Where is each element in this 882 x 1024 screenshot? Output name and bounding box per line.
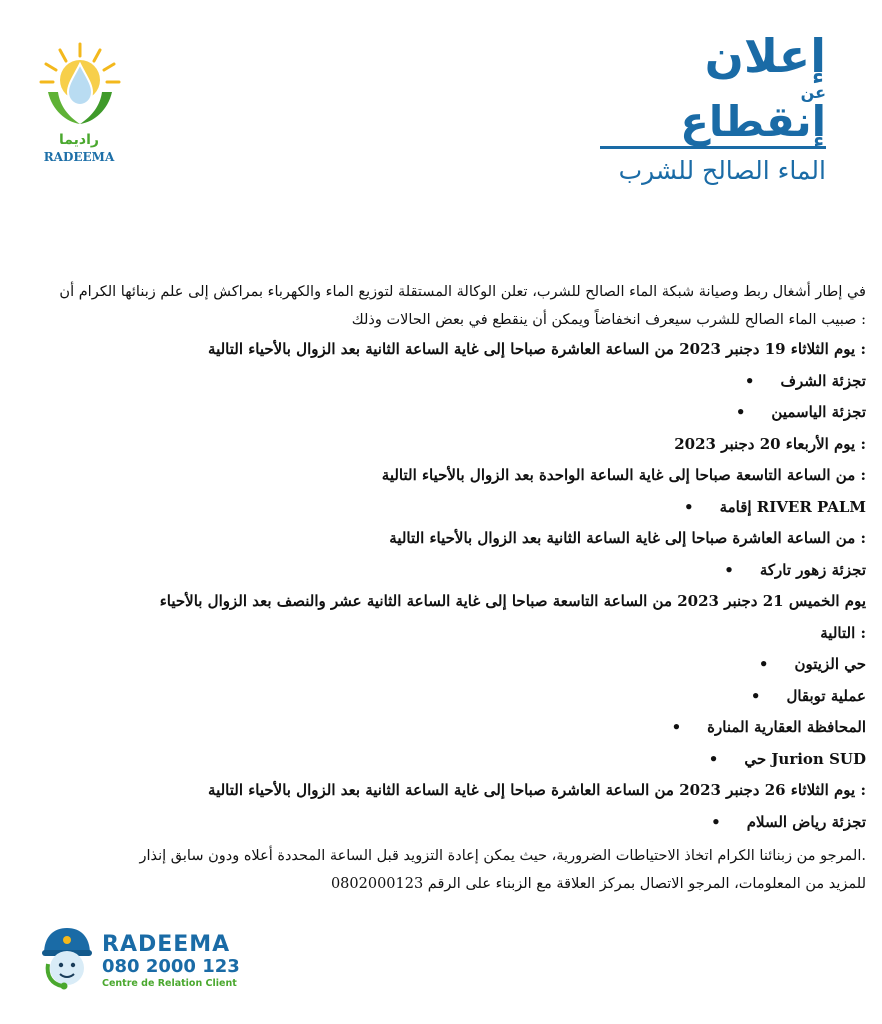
list-item: Jurion SUD حي• [708, 749, 866, 768]
list-item-text: المحافظة العقارية المنارة [707, 718, 866, 736]
schedule-day3-line2: : التالية [820, 623, 866, 642]
schedule-day1: : يوم الثلاثاء 19 دجنبر 2023 من الساعة العاشرة صباحا إلى غاية الساعة الثانية بعد الزوال بالأحياء التالية [208, 340, 866, 358]
footer-logo-subtitle: Centre de Relation Client [102, 978, 237, 989]
call-agent-mascot-icon [36, 924, 98, 994]
list-item-text: تجزئة زهور تاركة [759, 560, 866, 579]
header-title-line3: إنقطاع [680, 97, 826, 146]
water-drop-sun-icon [38, 40, 122, 132]
schedule-day2-slot2: : من الساعة العاشرة صباحا إلى غاية الساعة الثانية بعد الزوال بالأحياء التالية [389, 529, 866, 547]
list-item-text: Jurion SUD حي [744, 749, 866, 768]
list-item: المحافظة العقارية المنارة• [671, 718, 866, 736]
list-item-text: تجزئة الشرف [780, 371, 866, 390]
logo-latin-name: RADEEMA [43, 150, 115, 164]
intro-line-2: : صبيب الماء الصالح للشرب سيعرف انخفاضاً ويمكن أن ينقطع في بعض الحالات وذلك [351, 312, 866, 328]
logo-arabic-name: راديما [59, 132, 99, 148]
list-item: حي الزيتون• [758, 655, 866, 673]
list-item-text: عملية توبقال [786, 686, 866, 705]
header-title-line1: إعلان [704, 29, 826, 83]
schedule-day4: : يوم الثلاثاء 26 دجنبر 2023 من الساعة العاشرة صباحا إلى غاية الساعة الثانية بعد الزوال بالأحياء التالية [208, 781, 866, 799]
header-divider [600, 146, 826, 149]
announcement-body [20, 278, 866, 898]
list-item-text: تجزئة الياسمين [771, 403, 866, 421]
customer-center-logo [36, 924, 256, 1004]
schedule-day3-line1: يوم الخميس 21 دجنبر 2023 من الساعة التاسعة صباحا إلى غاية الساعة الثانية عشر والنصف بعد الزوال بالأحياء [159, 592, 866, 610]
list-item-text: حي الزيتون [794, 655, 866, 673]
footer-logo-phone: 080 2000 123 [102, 956, 240, 977]
list-item: عملية توبقال• [750, 686, 866, 705]
list-item: تجزئة الشرف• [744, 371, 866, 390]
list-item-text: تجزئة رياض السلام [746, 812, 866, 831]
schedule-day2: : يوم الأربعاء 20 دجنبر 2023 [674, 434, 866, 453]
list-item: تجزئة زهور تاركة• [724, 560, 866, 579]
announcement-header [600, 29, 826, 187]
header-subtitle: الماء الصالح للشرب [618, 156, 826, 185]
header-title-line2: عن [800, 83, 826, 102]
list-item: RIVER PALM إقامة• [683, 497, 866, 516]
schedule-day2-slot1: : من الساعة التاسعة صباحا إلى غاية الساعة الواحدة بعد الزوال بالأحياء التالية [381, 466, 866, 484]
list-item: تجزئة الياسمين• [735, 403, 866, 421]
notice-text: .المرجو من زبنائنا الكرام اتخاذ الاحتياطات الضرورية، حيث يمكن إعادة التزويد قبل الساعة المحددة أعلاه ودون سابق إنذار [139, 848, 866, 864]
radeema-logo [34, 40, 124, 170]
list-item: تجزئة رياض السلام• [711, 812, 866, 831]
intro-line-1: في إطار أشغال ربط وصيانة شبكة الماء الصالح للشرب، تعلن الوكالة المستقلة لتوزيع الماء والكهرباء بمراكش إلى علم زبنائها الكرام أن [59, 284, 866, 300]
footer-logo-name: RADEEMA [102, 932, 231, 957]
contact-text: للمزيد من المعلومات، المرجو الاتصال بمركز العلاقة مع الزبناء على الرقم 0802000123 [330, 876, 866, 892]
list-item-text: RIVER PALM إقامة [719, 497, 866, 516]
